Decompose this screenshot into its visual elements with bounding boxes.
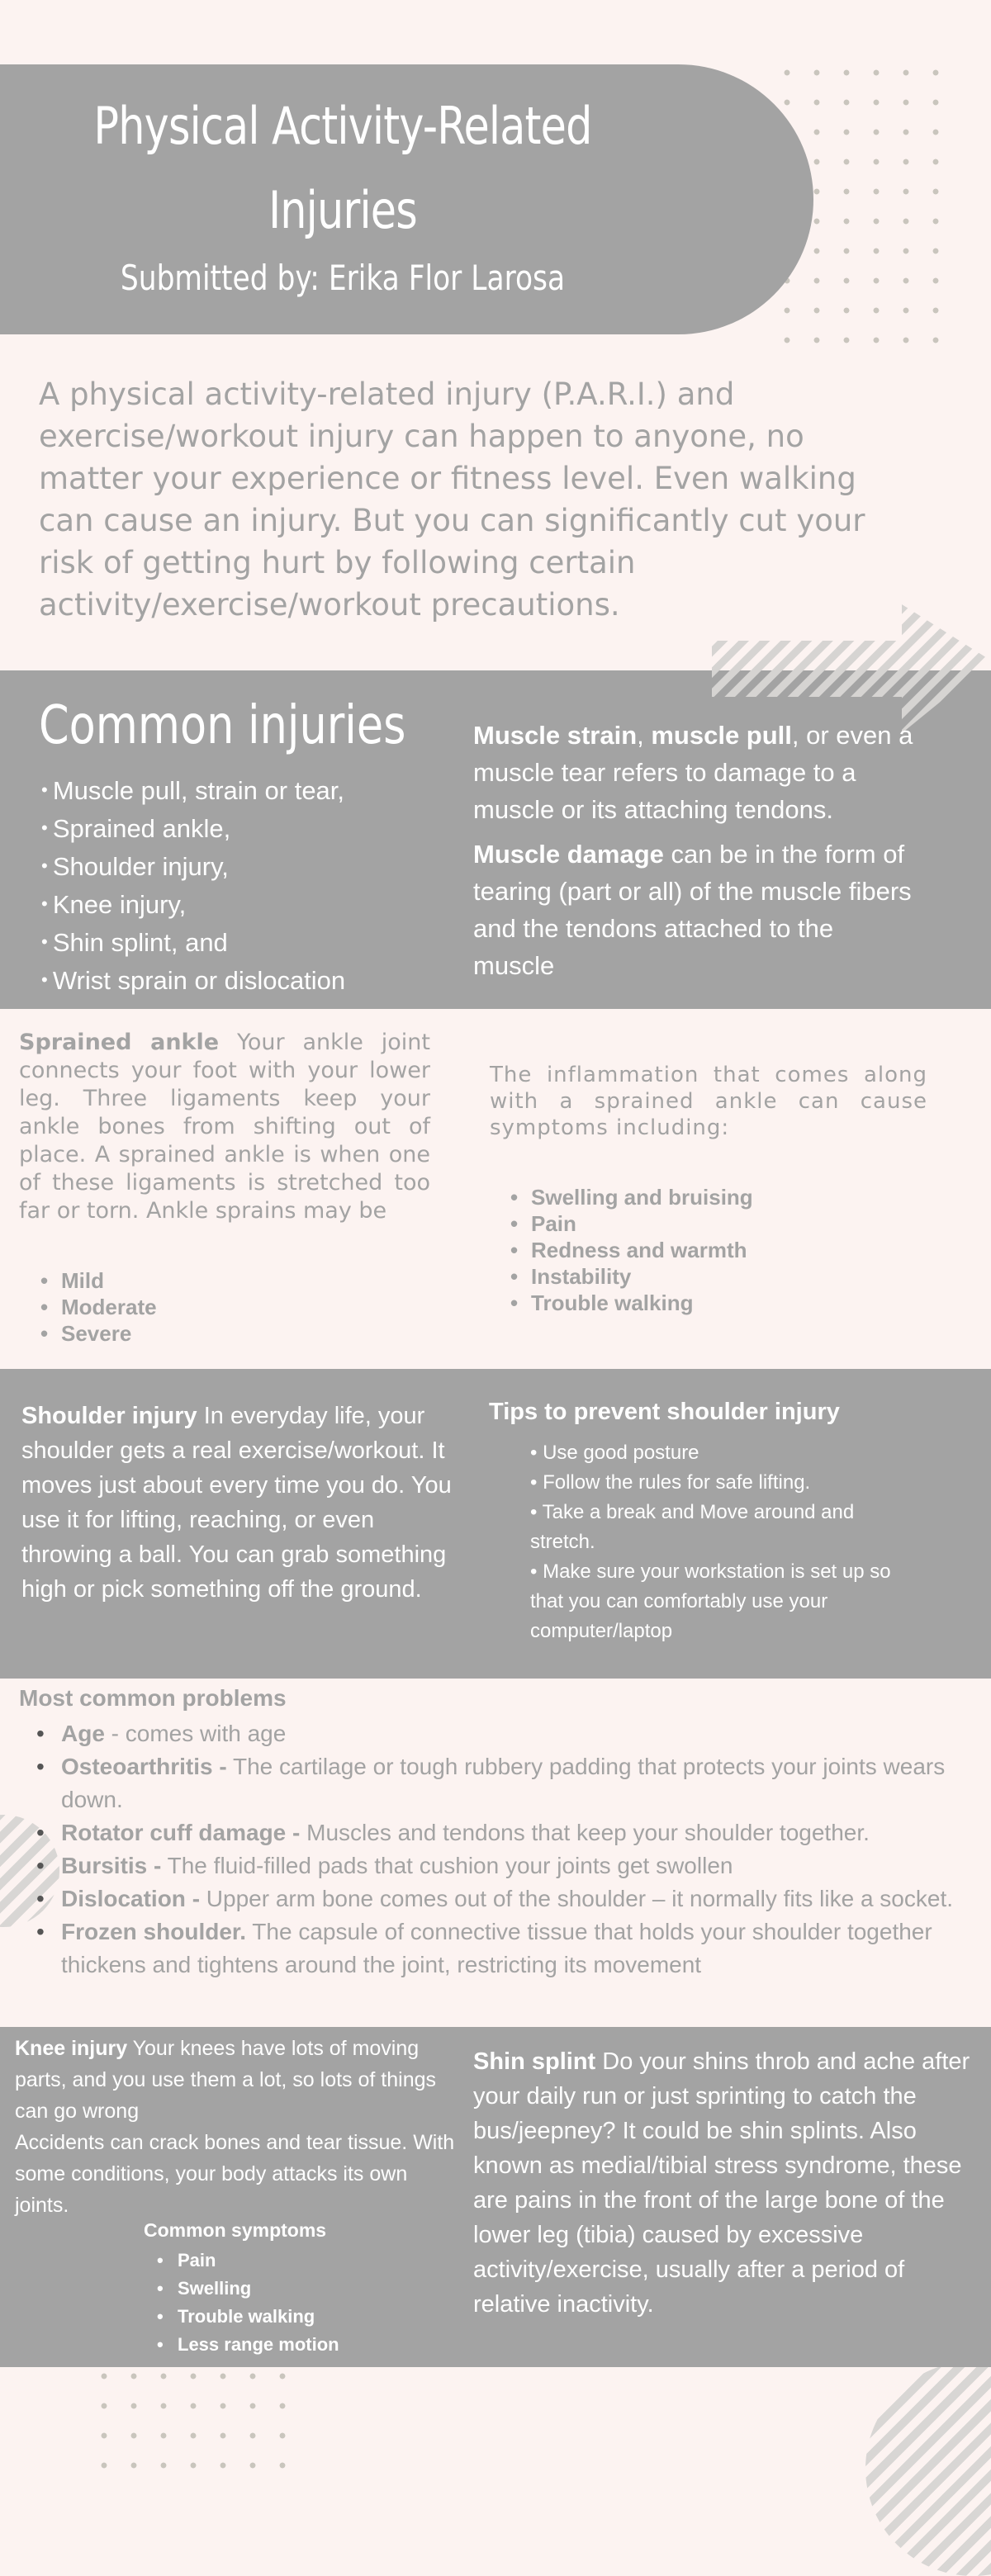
shin-splint-term: Shin splint (473, 2048, 596, 2075)
problem-term: Osteoarthritis - (61, 1754, 227, 1779)
list-item (61, 1816, 953, 1849)
list-item: • Shin splint, and (41, 923, 345, 961)
problems-list (61, 1717, 953, 1982)
problem-description: The cartilage or tough rubbery padding that protects your joints wears down. (61, 1754, 946, 1812)
list-item: • Muscle pull, strain or tear, (41, 771, 345, 809)
problem-description: Muscles and tendons that keep your shoulder together. (300, 1820, 870, 1845)
list-item (61, 1882, 953, 1915)
shoulder-tips-list (530, 1438, 918, 1646)
page-subtitle: Submitted by: Erika Flor Larosa (120, 258, 566, 298)
list-item: • Trouble walking (531, 1290, 753, 1316)
title-line-1: Physical Activity-Related (93, 96, 592, 156)
knee-injury-text (15, 2033, 461, 2221)
shin-splint-text (473, 2044, 979, 2322)
problems-heading: Most common problems (19, 1685, 287, 1711)
ankle-symptoms-intro: The inflammation that comes along with a sprained ankle can cause symptoms including: (490, 1063, 927, 1140)
problem-term: Rotator cuff damage - (61, 1820, 301, 1845)
list-item: • Redness and warmth (531, 1237, 753, 1263)
muscle-damage-term: Muscle damage (473, 840, 664, 869)
problem-term: Age (61, 1721, 105, 1746)
muscle-strain-term: Muscle strain (473, 721, 638, 750)
muscle-damage-description: can be in the form of tearing (part or all) of the muscle fibers and the tendons attached to the muscle (473, 840, 912, 980)
list-item: • Follow the rules for safe lifting. (530, 1471, 811, 1494)
list-item: • Mild (61, 1267, 157, 1294)
list-item: • Trouble walking (178, 2303, 339, 2331)
knee-symptoms-list (178, 2247, 339, 2359)
common-injuries-heading: Common injuries (39, 695, 406, 756)
list-item: • Make sure your workstation is set up so that you can comfortably use your computer/laptop (530, 1560, 891, 1642)
title-line-2: Injuries (268, 180, 417, 240)
problem-description: The capsule of connective tissue that holds your shoulder together thickens and tightens around the joint, restricting its movement (61, 1919, 932, 1977)
list-item: • Less range motion (178, 2331, 339, 2359)
shoulder-tips-title: Tips to prevent shoulder injury (489, 1399, 840, 1425)
arrow-decoration-icon (712, 604, 991, 733)
knee-injury-description: Your knees have lots of moving parts, and you use them a lot, so lots of things can go wrong (15, 2037, 437, 2123)
decorative-stripe-circle-bottom-right (865, 2361, 991, 2576)
list-item: • Severe (61, 1320, 157, 1347)
page-title (89, 84, 597, 253)
list-item (61, 1849, 953, 1882)
sprained-ankle-description: Your ankle joint connects your foot with your lower leg. Three ligaments keep your ankle bones from shifting out of place. A sprained ankle is when one of these ligaments is stretched too far or torn. Ankle sprains may be (19, 1030, 430, 1224)
muscle-strain-text (473, 717, 919, 828)
list-item (61, 1750, 953, 1816)
ankle-symptoms-list (531, 1184, 753, 1316)
list-item (61, 1915, 953, 1982)
list-item: • Sprained ankle, (41, 809, 345, 847)
sprained-ankle-text (19, 1029, 430, 1225)
list-item: • Use good posture (530, 1442, 699, 1464)
list-item: • Knee injury, (41, 885, 345, 923)
sprained-ankle-term: Sprained ankle (19, 1030, 220, 1055)
intro-paragraph: A physical activity-related injury (P.A.R.I.) and exercise/workout injury can happen to anyone, no matter your experience or fitness level. Even walking can cause an injury. But you can significantly cut your risk of getting hurt by following certain activity/exercise/workout precautions. (39, 376, 865, 623)
problem-term: Bursitis - (61, 1853, 162, 1878)
problem-description: - comes with age (104, 1721, 287, 1746)
list-item: • Pain (531, 1210, 753, 1237)
list-item: • Instability (531, 1263, 753, 1290)
shin-splint-description: Do your shins throb and ache after your daily run or just sprinting to catch the bus/jeepney? It could be shin splints. Also known as medial/tibial stress syndrome, these are pains in the front of the large bone of the lower leg (tibia) caused by excessive activity/exercise, usually after a period of relative inactivity. (473, 2048, 970, 2318)
knee-injury-description-2: Accidents can crack bones and tear tissue. With some conditions, your body attacks its own joints. (15, 2131, 455, 2217)
list-item: • Wrist sprain or dislocation (41, 961, 345, 999)
knee-injury-term: Knee injury (15, 2037, 128, 2060)
problem-term: Frozen shoulder. (61, 1919, 247, 1944)
list-item: • Take a break and Move around and stretch. (530, 1501, 855, 1553)
problem-description: Upper arm bone comes out of the shoulder – it normally fits like a socket. (200, 1886, 953, 1911)
list-item: • Shoulder injury, (41, 847, 345, 885)
sprain-levels-list (61, 1267, 157, 1347)
muscle-pull-term: muscle pull (651, 721, 792, 750)
list-item (61, 1717, 953, 1750)
decorative-dot-grid-bottom-left (89, 2361, 297, 2477)
common-injuries-list (41, 771, 345, 999)
decorative-stripe-circle-left (0, 1815, 59, 1927)
list-item: • Swelling (178, 2275, 339, 2303)
muscle-strain-description: , or even a muscle tear refers to damage to a muscle or its attaching tendons. (473, 721, 913, 824)
problem-description: The fluid-filled pads that cushion your joints get swollen (161, 1853, 733, 1878)
list-item: • Swelling and bruising (531, 1184, 753, 1210)
problem-term: Dislocation - (61, 1886, 201, 1911)
list-item: • Pain (178, 2247, 339, 2275)
shoulder-injury-description: In everyday life, your shoulder gets a real exercise/workout. It moves just about every time you do. You use it for lifting, reaching, or even throwing a ball. You can grab something high or pick something off the ground. (21, 1403, 452, 1603)
shoulder-injury-text (21, 1399, 459, 1607)
muscle-damage-text (473, 836, 919, 984)
shoulder-injury-term: Shoulder injury (21, 1403, 197, 1429)
list-item: • Moderate (61, 1294, 157, 1320)
muscle-strain-separator: , (637, 721, 652, 750)
knee-symptoms-title: Common symptoms (144, 2219, 327, 2241)
